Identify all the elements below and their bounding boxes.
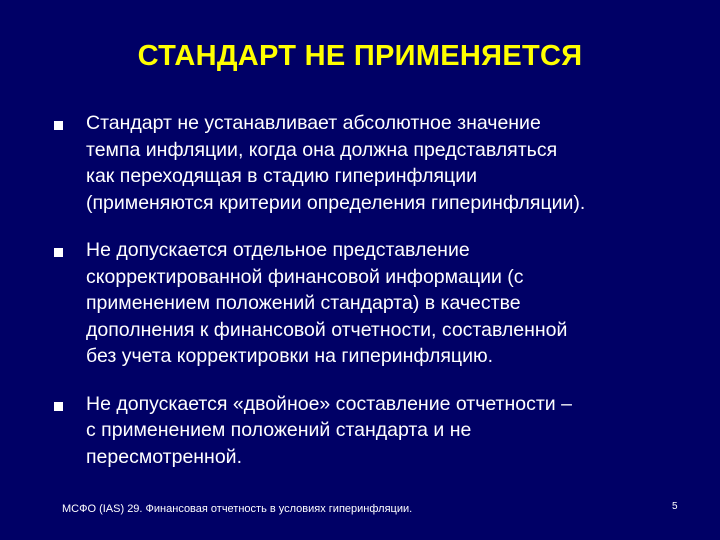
bullet-text-1: Стандарт не устанавливает абсолютное значение темпа инфляции, когда она должна представляться как переходящая в стадию гиперинфляции (применяются критерии определения гиперинфляции). — [86, 112, 586, 214]
bullet-text-2: Не допускается отдельное представление скорректированной финансовой информации (с применением положений стандарта) в качестве дополнения к финансовой отчетности, составленной без учета корректировки на гиперинфляцию. — [86, 239, 568, 367]
bullet-list — [50, 110, 690, 491]
bullet-item-3 — [50, 391, 690, 471]
bullet-text-3: Не допускается «двойное» составление отчетности – с применением положений стандарта и не пересмотренной. — [86, 392, 572, 468]
slide-title: СТАНДАРТ НЕ ПРИМЕНЯЕТСЯ — [137, 40, 583, 72]
square-bullet-icon — [54, 121, 63, 130]
page-number: 5 — [672, 501, 678, 512]
square-bullet-icon — [54, 402, 63, 411]
square-bullet-icon — [54, 248, 63, 257]
bullet-item-2 — [50, 237, 690, 370]
bullet-item-1 — [50, 110, 690, 216]
slide-footer: МСФО (IAS) 29. Финансовая отчетность в условиях гиперинфляции. — [62, 503, 413, 515]
